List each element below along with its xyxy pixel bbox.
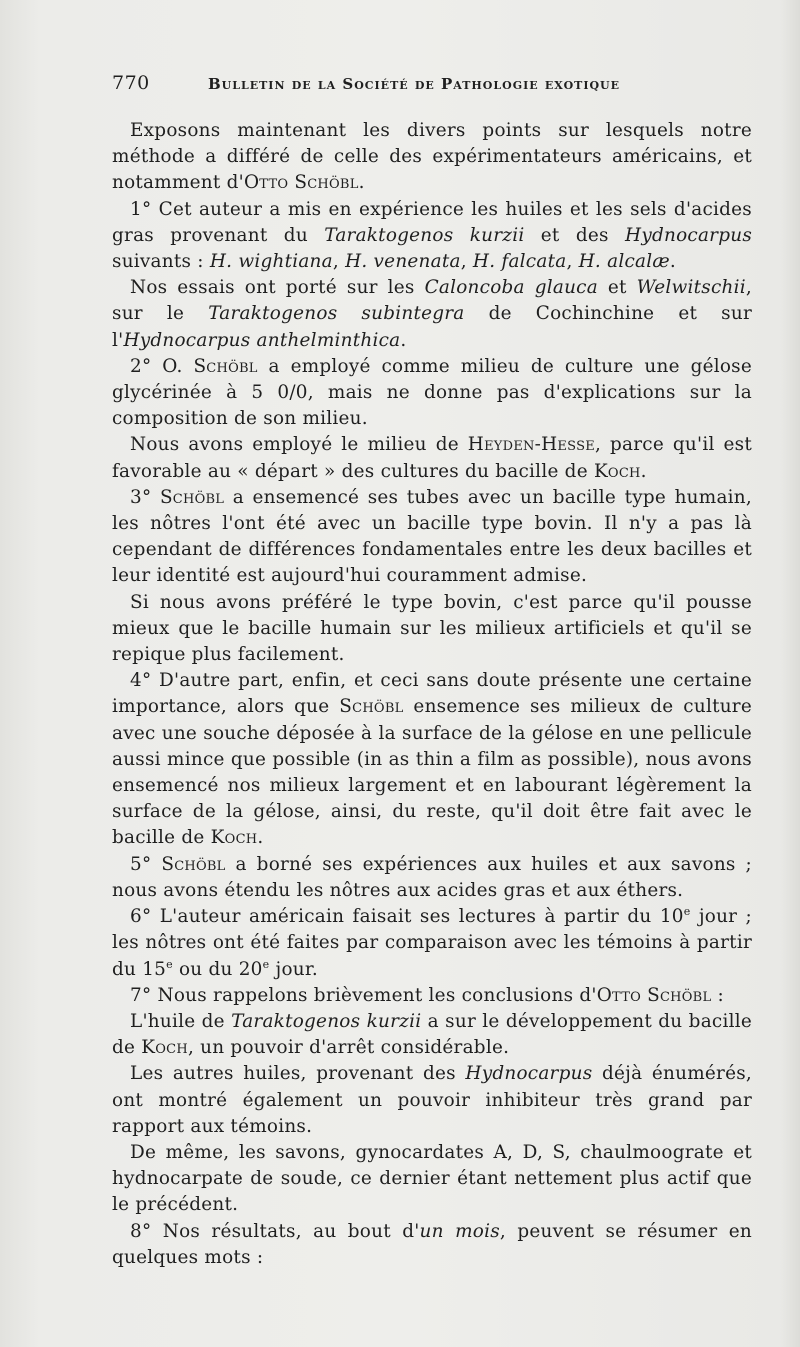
species-name: H. wightiana — [209, 251, 333, 273]
author-name: Heyden-Hesse — [467, 434, 595, 456]
species-name: Hydnocarpus anthelminthica — [123, 329, 401, 351]
species-name: H. venenata — [345, 251, 461, 273]
text-run: 4° D'autre part, enfin, et ceci sans doute présente une certaine importance, alors que — [112, 670, 752, 718]
text-run: jour. — [269, 958, 318, 980]
emphasis: un mois — [419, 1220, 500, 1242]
text-run: ensemence ses milieux de culture avec une souche déposée à la surface de la gélose en une pellicule aussi mince que possible (in as thin a film as possible), nous avons ensemencé nos milieux largement et en labourant légèrement la surface de la gélose, ainsi, du reste, qu'il doit être fait avec le bacille de — [112, 696, 752, 849]
text-run: 7° Nous rappelons brièvement les conclusions d' — [130, 984, 597, 1006]
text-run: de Cochinchine et sur l' — [112, 303, 753, 351]
paragraph — [112, 354, 752, 433]
paragraph — [112, 1219, 752, 1271]
text-run: a employé comme milieu de culture une gélose glycérinée à 5 0/0, mais ne donne pas d'explications sur la composition de son milieu. — [112, 355, 753, 430]
text-run: a borné ses expériences aux huiles et aux savons ; nous avons étendu les nôtres aux acides gras et aux éthers. — [112, 853, 752, 901]
species-name: Hydnocarpus — [465, 1063, 593, 1085]
author-name: Koch — [593, 460, 641, 482]
author-name: Schöbl — [159, 486, 225, 508]
author-name: Schöbl — [161, 853, 226, 875]
text-run: déjà énumérés, ont montré également un pouvoir inhibiteur très grand par rapport aux témoins. — [112, 1063, 752, 1137]
author-name: Koch — [141, 1037, 188, 1059]
author-name: Schöbl — [339, 696, 404, 718]
text-run: 2° O. — [130, 355, 194, 377]
page-number: 770 — [112, 72, 150, 94]
text-run: 3° — [130, 486, 160, 508]
text-run: suivants : — [112, 251, 210, 273]
text-run: et — [597, 277, 637, 299]
species-name: Caloncoba glauca — [424, 277, 598, 299]
superscript: e — [166, 957, 173, 971]
text-run: 1° Cet auteur a mis en expérience les huiles et les sels d'acides gras provenant du — [112, 198, 752, 246]
paragraph — [112, 983, 752, 1009]
author-name: Otto Schöbl — [243, 172, 359, 194]
paragraph: 1° Cet auteur a mis en expérience les huiles et les sels d'acides gras provenant du Taraktogenos kurzii et des Hydnocarpus suivants : H. wightiana, H. venenata, H. falcata, H. alcalæ. — [112, 198, 753, 273]
text-run: a sur le développement du bacille de — [112, 1010, 753, 1059]
paragraph — [112, 485, 752, 590]
author-name: Schöbl — [193, 355, 258, 377]
text-run: 6° L'auteur américain faisait ses lectures à partir du 10 — [130, 906, 684, 928]
text-run: Nous avons employé le milieu de — [130, 434, 468, 456]
paragraph: Si nous avons préféré le type bovin, c'est parce qu'il pousse mieux que le bacille humain sur les milieux artificiels et qu'il se repique plus facilement. — [112, 591, 752, 666]
body-text — [112, 118, 752, 1271]
paragraph: 4° D'autre part, enfin, et ceci sans doute présente une certaine importance, alors que Schöbl ensemence ses milieux de culture avec une souche déposée à la surface de la gélose en une pellicule aussi mince que possible (in as thin a film as possible), nous avons ensemencé nos milieux largement et en labourant légèrement la surface de la gélose, ainsi, du reste, qu'il doit être fait avec le bacille de Koch. — [112, 670, 752, 849]
species-name: Hydnocarpus — [625, 224, 753, 246]
paragraph — [112, 118, 752, 197]
species-name: Taraktogenos kurzii — [324, 224, 525, 246]
paragraph — [112, 1061, 752, 1140]
species-name: Welwitschii — [636, 277, 746, 299]
text-run: , sur le — [112, 277, 752, 325]
text-run: a ensemencé ses tubes avec un bacille type humain, les nôtres l'ont été avec un bacille type bovin. Il n'y a pas là cependant de différences fondamentales entre les deux bacilles et leur identité est aujourd'hui couramment admise. — [112, 486, 752, 587]
running-head: Bulletin de la Société de Pathologie exotique — [208, 75, 621, 93]
text-run: . — [358, 172, 365, 194]
paragraph — [112, 1009, 752, 1061]
text-run: et des — [524, 224, 626, 246]
page-header — [112, 72, 752, 102]
text-run: ou du 20 — [172, 958, 263, 980]
species-name: Taraktogenos subintegra — [208, 303, 465, 325]
paragraph: De même, les savons, gynocardates A, D, S, chaulmoograte et hydnocarpate de soude, ce dernier étant nettement plus actif que le précédent. — [112, 1141, 752, 1216]
text-run: , parce qu'il est favorable au « départ » des cultures du bacille de — [112, 434, 752, 482]
paragraph — [112, 904, 752, 983]
text-run: 5° — [130, 853, 162, 875]
text-run: Exposons maintenant les divers points sur lesquels notre méthode a différé de celle des expérimentateurs américains, et notamment d' — [112, 120, 752, 194]
text-run: : — [711, 984, 724, 1006]
species-name: Taraktogenos kurzii — [231, 1010, 422, 1032]
species-name: H. alcalæ — [578, 251, 670, 273]
paragraph: Nous avons employé le milieu de Heyden-Hesse, parce qu'il est favorable au « départ » des cultures du bacille de Koch. — [112, 434, 752, 482]
paragraph: Nos essais ont porté sur les Caloncoba glauca et Welwitschii, sur le Taraktogenos subintegra de Cochinchine et sur l'Hydnocarpus anthelminthica. — [112, 277, 753, 351]
text-run: , un pouvoir d'arrêt considérable. — [187, 1037, 510, 1059]
species-name: H. falcata — [472, 251, 567, 273]
text-run: L'huile de — [130, 1010, 232, 1032]
paragraph — [112, 852, 752, 904]
superscript: e — [683, 904, 691, 918]
text-run: Nos essais ont porté sur les — [130, 277, 425, 299]
text-run: Les autres huiles, provenant des — [130, 1063, 466, 1085]
superscript: e — [262, 957, 270, 971]
text-run: jour ; les nôtres ont été faites par comparaison avec les témoins à partir du 15 — [112, 906, 752, 980]
text-run: 8° Nos résultats, au bout d' — [130, 1220, 420, 1242]
author-name: Otto Schöbl — [596, 984, 712, 1006]
text-run: , peuvent se résumer en quelques mots : — [112, 1220, 753, 1268]
author-name: Koch — [210, 827, 258, 849]
